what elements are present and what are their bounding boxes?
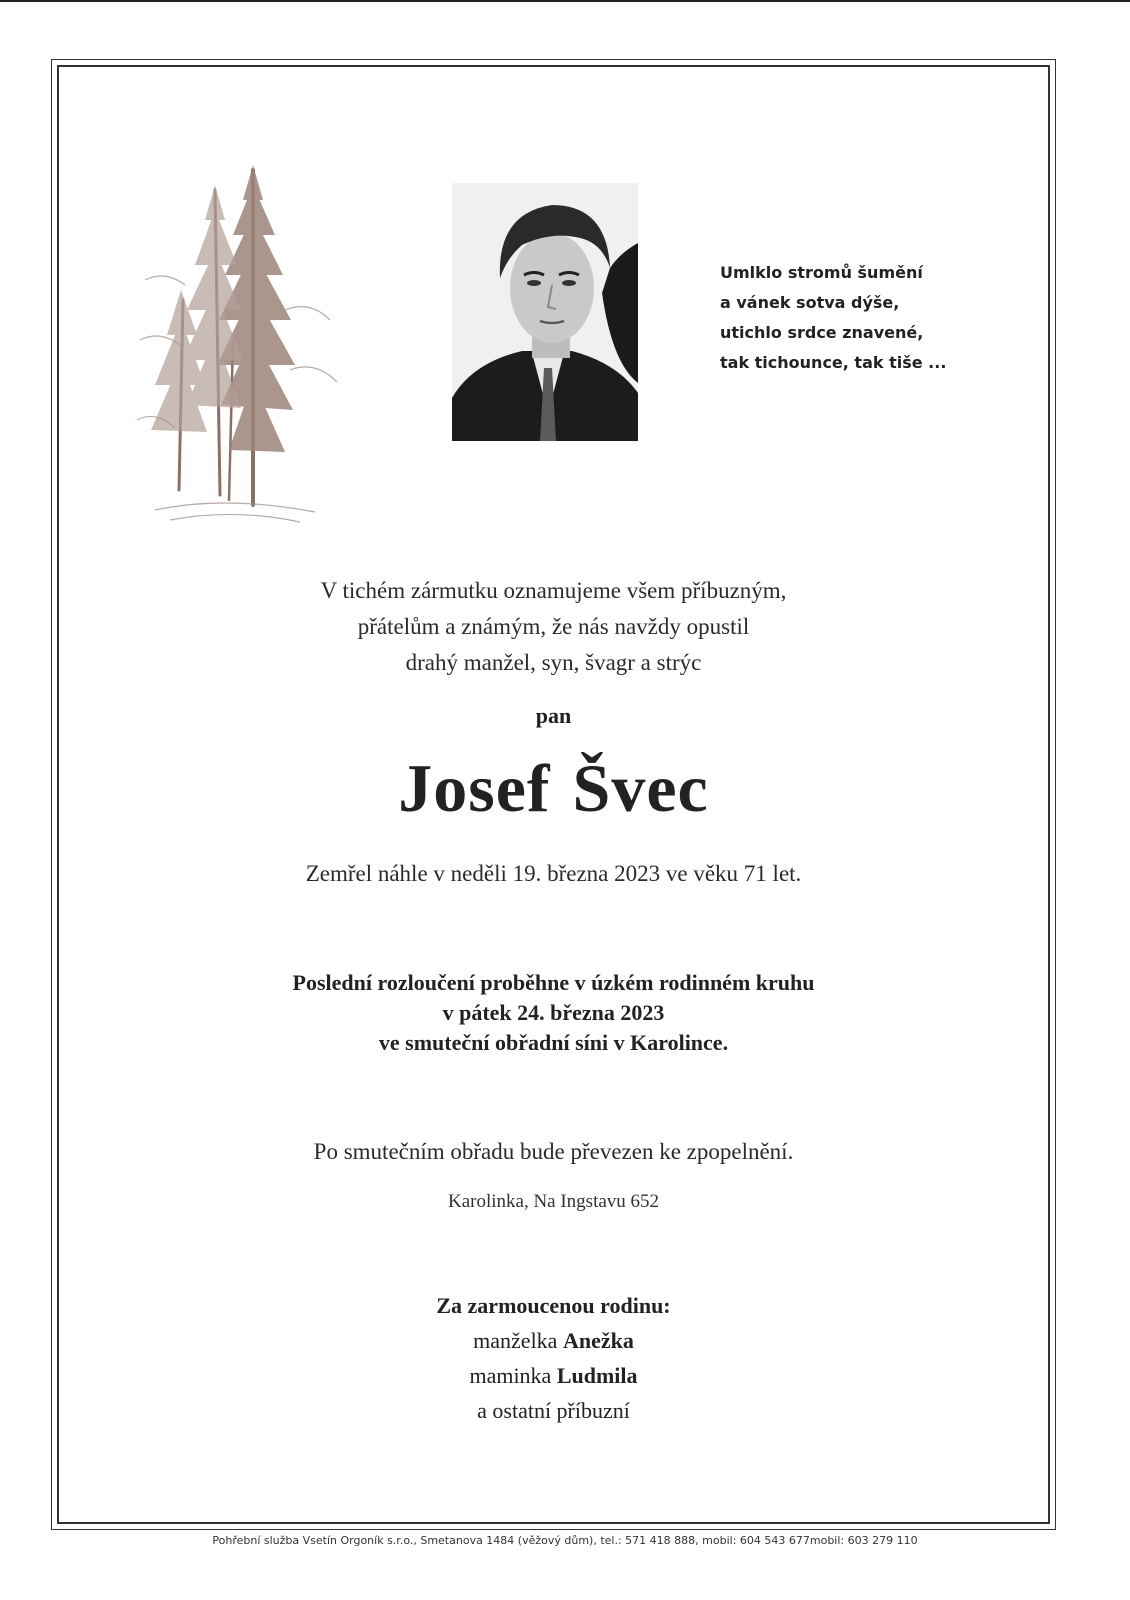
- farewell-info: [57, 968, 1050, 1058]
- funeral-service-footer: Pohřební služba Vsetín Orgoník s.r.o., Smetanova 1484 (věžový dům), tel.: 571 418 888, mobil: 604 543 677mobil: 603 279 110: [212, 1534, 918, 1547]
- farewell-line: Poslední rozloučení proběhne v úzkém rodinném kruhu: [292, 970, 815, 995]
- cremation-notice: Po smutečním obřadu bude převezen ke zpopelnění.: [313, 1139, 794, 1164]
- announcement-intro: [57, 573, 1050, 681]
- honorific-title: pan: [535, 703, 572, 728]
- last-name: Švec: [572, 750, 709, 826]
- death-notice: Zemřel náhle v neděli 19. března 2023 ve věku 71 let.: [305, 861, 802, 886]
- deceased-name: [57, 748, 1050, 828]
- first-name: Josef: [398, 750, 551, 826]
- poem-line: tak tichounce, tak tiše ...: [720, 353, 947, 372]
- poem-line: utichlo srdce znavené,: [720, 323, 924, 342]
- family-others: a ostatní příbuzní: [477, 1398, 630, 1423]
- tree-illustration: [125, 160, 360, 545]
- top-edge-line: [0, 0, 1130, 2]
- intro-line: drahý manžel, syn, švagr a strýc: [405, 650, 702, 675]
- family-signature: [57, 1288, 1050, 1428]
- poem-line: a vánek sotva dýše,: [720, 293, 900, 312]
- family-member-mother: [57, 1358, 1050, 1393]
- address: Karolinka, Na Ingstavu 652: [447, 1191, 660, 1212]
- portrait-photo: [452, 183, 638, 441]
- mother-name: Ludmila: [556, 1363, 638, 1388]
- poem-line: Umlklo stromů šumění: [720, 263, 923, 282]
- poem: [720, 258, 980, 378]
- farewell-line: ve smuteční obřadní síni v Karolince.: [378, 1030, 729, 1055]
- family-heading: Za zarmoucenou rodinu:: [436, 1293, 671, 1318]
- family-member-wife: [57, 1323, 1050, 1358]
- wife-name: Anežka: [562, 1328, 634, 1353]
- farewell-line: v pátek 24. března 2023: [442, 1000, 665, 1025]
- intro-line: V tichém zármutku oznamujeme všem příbuzným,: [320, 578, 787, 603]
- intro-line: přátelům a známým, že nás navždy opustil: [357, 614, 750, 639]
- mother-prefix: maminka: [469, 1363, 552, 1388]
- wife-prefix: manželka: [473, 1328, 558, 1353]
